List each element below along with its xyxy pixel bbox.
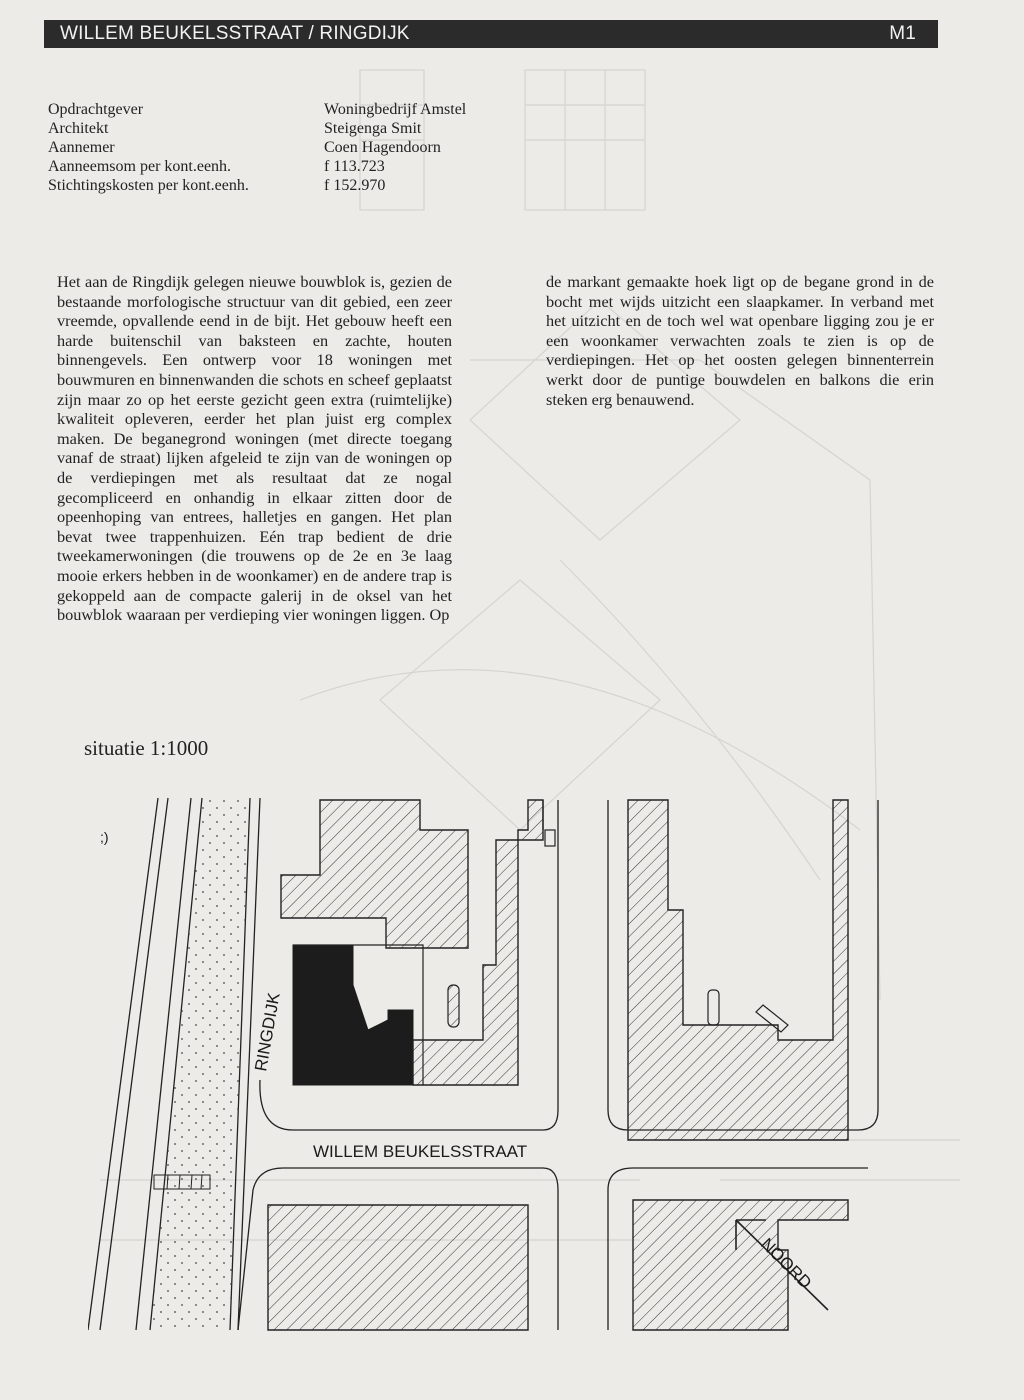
map-caption: situatie 1:1000 xyxy=(84,736,209,760)
block-right xyxy=(628,800,848,1140)
info-value: Steigenga Smit xyxy=(324,120,422,137)
street-label-ringdijk: RINGDIJK xyxy=(251,991,284,1073)
north-label: NOORD xyxy=(757,1234,816,1293)
info-label: Stichtingskosten per kont.eenh. xyxy=(48,177,249,194)
body-text-left: Het aan de Ringdijk gelegen nieuwe bouwblok is, gezien de bestaande morfologische structuur van dit gebied, een zeer vreemde, opvallende eend in de bijt. Het gebouw heeft een harde buitenschil van baksteen en zachte, houten binnengevels. Een ontwerp voor 18 woningen met bouwmuren en binnenwanden die schots en scheef geplaatst zijn maar zo op het eerste gezicht geen extra (ruimtelijke) kwaliteit opleveren, eerder het plan juist erg complex maken. De beganegrond woningen (met directe toegang vanaf de straat) lijken afgeleid te zijn van de woningen op de verdiepingen met als resultaat dat ze nogal gecompliceerd en onhandig in elkaar zitten door de opeenhoping van entrees, halletjes en gangen. Het plan bevat twee trappenhuizen. Eén trap bedient de drie tweekamerwoningen (die trouwens op de 2e en 3e laag mooie erkers hebben in de woonkamer) en de andere trap is gekoppeld aan de compacte galerij in de oksel van het bouwblok waaraan per verdieping vier woningen liggen. Op xyxy=(57,272,452,625)
block-lower-left xyxy=(268,1205,528,1330)
info-value: Woningbedrijf Amstel xyxy=(324,101,467,118)
info-row xyxy=(48,100,466,119)
courtyard-object xyxy=(448,985,459,1027)
info-value: f 113.723 xyxy=(324,158,385,175)
dotted-verge xyxy=(150,798,250,1330)
page-header-bar xyxy=(44,20,938,48)
body-text-right: de markant gemaakte hoek ligt op de begane grond in de bocht met wijds uitzicht een slaapkamer. In verband met het uitzicht en de toch wel wat openbare ligging zou je er een woonkamer verwachten zoals te zien is op de verdiepingen. Het op het oosten gelegen binnenterrein werkt door de puntige bouwdelen en balkons die erin steken erg benauwend. xyxy=(546,272,934,409)
courtyard-object xyxy=(708,990,719,1025)
new-building-block xyxy=(293,945,413,1085)
street-label-willem-beukelsstraat: WILLEM BEUKELSSTRAAT xyxy=(313,1142,528,1161)
info-row xyxy=(48,176,466,195)
info-value: f 152.970 xyxy=(324,177,386,194)
info-row xyxy=(48,119,466,138)
info-label: Aanneemsom per kont.eenh. xyxy=(48,158,232,175)
courtyard-object xyxy=(545,830,555,846)
site-plan-map xyxy=(88,790,908,1335)
page-code: M1 xyxy=(889,23,916,44)
project-info-table xyxy=(48,100,466,195)
info-value: Coen Hagendoorn xyxy=(324,139,441,156)
block-upper-middle xyxy=(281,800,468,948)
info-label: Aannemer xyxy=(48,139,115,156)
page-title: WILLEM BEUKELSSTRAAT / RINGDIJK xyxy=(60,23,410,44)
info-label: Opdrachtgever xyxy=(48,101,144,118)
info-row xyxy=(48,157,466,176)
info-row xyxy=(48,138,466,157)
map-mark: ;) xyxy=(100,829,109,845)
info-label: Architekt xyxy=(48,120,109,137)
